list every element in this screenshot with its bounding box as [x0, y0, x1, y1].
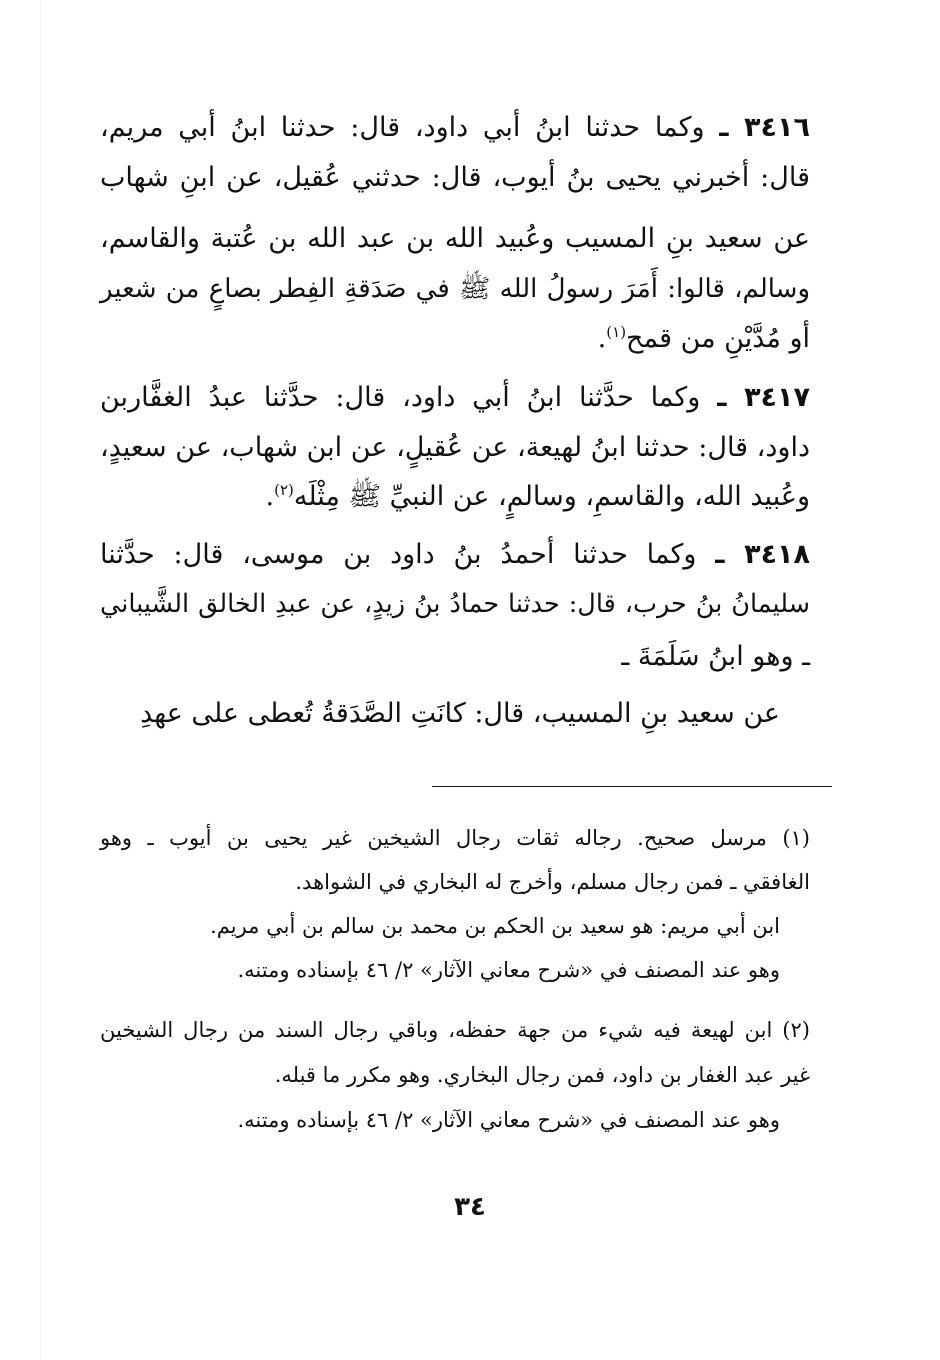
hadith-3417-line-2 [100, 434, 810, 461]
hadith-3417-line-3 [265, 483, 810, 510]
hadith-3418-line-3 [621, 643, 810, 670]
footnote-ref: (١) [606, 323, 627, 341]
line-text: ـ وهو ابنُ سَلَمَةَ ـ [621, 641, 810, 672]
hadith-number: ٣٤١٨ ـ [715, 539, 811, 570]
footnote-ref: (٢) [274, 481, 294, 499]
hadith-3417-line-1 [100, 384, 810, 411]
hadith-3418-line-2 [100, 589, 810, 619]
footnote-divider [432, 786, 832, 787]
footnote-1-line-4 [237, 960, 780, 981]
line-text: وكما حدثنا أحمدُ بنُ داود بن موسى، قال: حدَّثنا [100, 539, 697, 570]
line-text: وسالم، قالوا: أَمَرَ رسولُ الله ﷺ في صَدَقةِ الفِطر بصاعٍ من شعير [100, 274, 810, 304]
footnote-text: الغافقي ـ فمن رجال مسلم، وأخرج له البخاري في الشواهد. [295, 870, 810, 894]
hadith-3416-line-5 [598, 325, 810, 352]
line-text: سليمانُ بنُ حرب، قال: حدثنا حمادُ بنُ زيدٍ، عن عبدِ الخالق الشَّيباني [100, 589, 810, 619]
footnote-text: (١) مرسل صحيح. رجاله ثقات رجال الشيخين غير يحيى بن أيوب ـ وهو [100, 826, 810, 850]
line-text: وعُبيد الله، والقاسمِ، وسالمٍ، عن النبيِّ ﷺ مِثْلَه [293, 481, 810, 512]
footnote-text: (٢) ابن لهيعة فيه شيء من جهة حفظه، وباقي رجال السند من رجال الشيخين [100, 1018, 810, 1042]
hadith-3416-line-4 [100, 276, 810, 302]
footnote-1-line-3 [210, 916, 780, 937]
line-end: . [265, 481, 275, 512]
footnote-text: وهو عند المصنف في «شرح معاني الآثار» ٢/ ٤٦ بإسناده ومتنه. [237, 958, 780, 982]
footnote-2-line-3 [237, 1110, 780, 1131]
page-number: ٣٤ [454, 1192, 486, 1222]
footnote-text: ابن أبي مريم: هو سعيد بن الحكم بن محمد بن سالم بن أبي مريم. [210, 914, 780, 938]
hadith-3418-line-1 [100, 541, 810, 568]
hadith-3418-line-4 [140, 700, 780, 727]
line-text: عن سعيد بنِ المسيب وعُبيد الله بن عبد الله بن عُتبة والقاسم، [100, 223, 810, 254]
line-text: أو مُدَّيْنِ من قمح [626, 323, 810, 354]
scan-margin [40, 0, 41, 1360]
footnote-1-line-1 [100, 828, 810, 849]
hadith-3416-line-1 [100, 114, 810, 141]
footnote-text: غير عبد الغفار بن داود، فمن رجال البخاري. وهو مكرر ما قبله. [274, 1063, 810, 1087]
line-text: داود، قال: حدثنا ابنُ لهيعة، عن عُقيلٍ، عن ابن شهاب، عن سعيدٍ، [100, 432, 810, 463]
line-text: وكما حدَّثنا ابنُ أبي داود، قال: حدَّثنا عبدُ الغفَّاربن [100, 382, 701, 413]
footnote-2-line-2 [275, 1065, 810, 1086]
hadith-number: ٣٤١٧ ـ [717, 382, 810, 413]
line-text: وكما حدثنا ابنُ أبي داود، قال: حدثنا ابنُ أبي مريم، [100, 112, 705, 143]
hadith-number: ٣٤١٦ ـ [719, 112, 810, 143]
line-text: قال: أخبرني يحيى بنُ أيوب، قال: حدثني عُقيل، عن ابنِ شهاب [100, 162, 810, 193]
footnote-1-line-2 [295, 872, 810, 893]
footnote-2-line-1 [100, 1020, 810, 1041]
line-text: عن سعيد بنِ المسيب، قال: كانَتِ الصَّدَقةُ تُعطى على عهدِ [140, 698, 780, 729]
line-end: . [597, 323, 607, 354]
hadith-3416-line-3 [100, 225, 810, 252]
footnote-text: وهو عند المصنف في «شرح معاني الآثار» ٢/ ٤٦ بإسناده ومتنه. [237, 1108, 780, 1132]
hadith-3416-line-2 [100, 164, 810, 191]
